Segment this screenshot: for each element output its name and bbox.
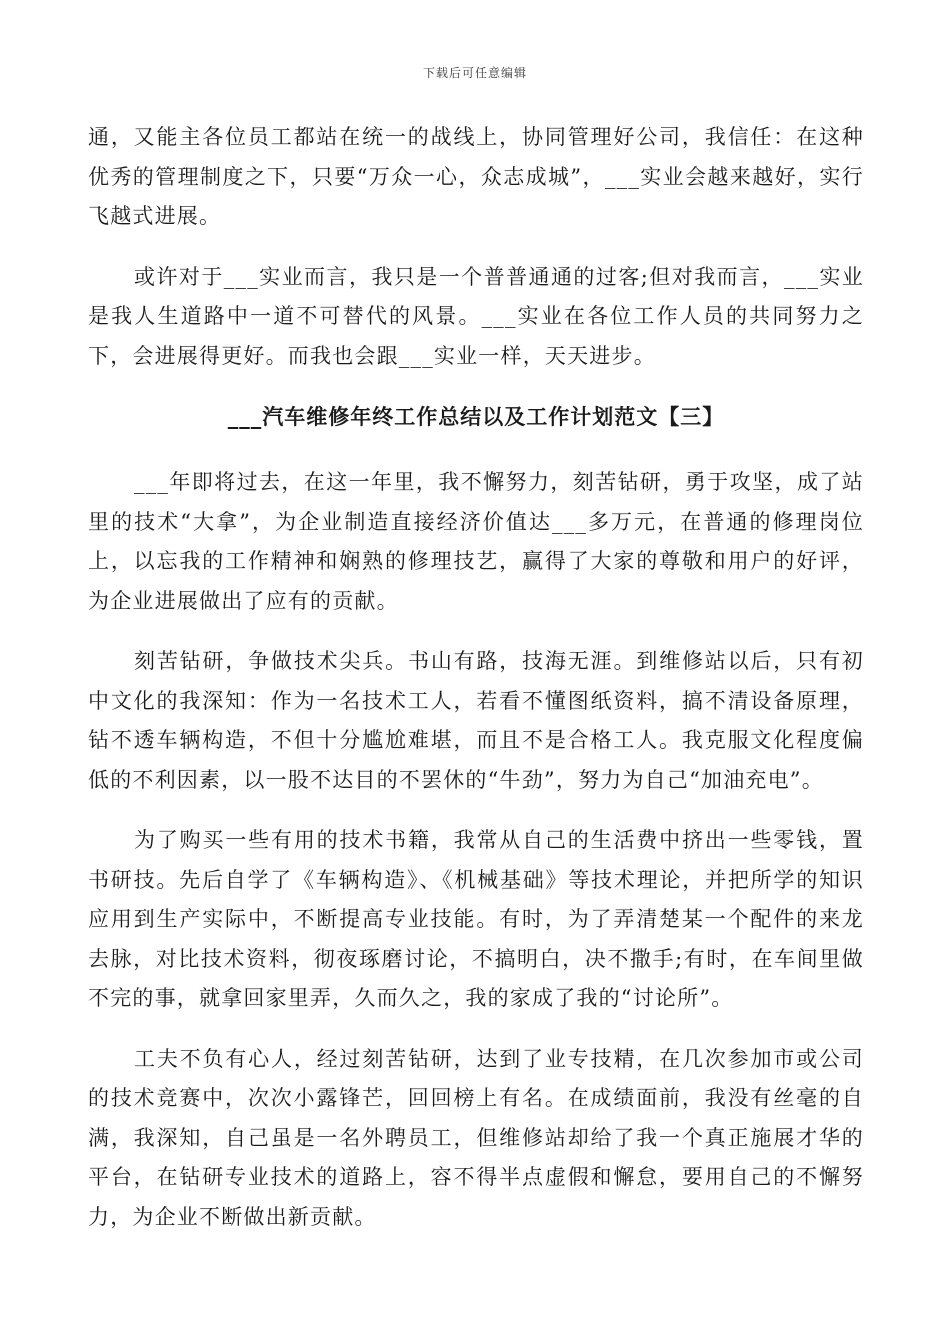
page-header: 下载后可任意编辑	[422, 66, 527, 80]
document-body	[88, 118, 864, 1258]
paragraph: 工夫不负有心人，经过刻苦钻研，达到了业专技精，在几次参加市或公司的技术竞赛中，次次小露锋芒，回回榜上有名。在成绩面前，我没有丝毫的自满，我深知，自己虽是一名外聘员工，但维修站却给了我一个真正施展才华的平台，在钻研专业技术的道路上，容不得半点虚假和懈怠，要用自己的不懈努力，为企业不断做出新贡献。	[88, 1046, 864, 1229]
paragraph: 或许对于___实业而言，我只是一个普普通通的过客;但对我而言，___实业是我人生道路中一道不可替代的风景。___实业在各位工作人员的共同努力之下，会进展得更好。而我也会跟___实业一样，天天进步。	[88, 264, 864, 368]
paragraph: ___年即将过去，在这一年里，我不懈努力，刻苦钻研，勇于攻坚，成了站里的技术“大拿”，为企业制造直接经济价值达___多万元，在普通的修理岗位上，以忘我的工作精神和娴熟的修理技艺，赢得了大家的尊敬和用户的好评，为企业进展做出了应有的贡献。	[88, 470, 864, 613]
section-heading: ___汽车维修年终工作总结以及工作计划范文【三】	[227, 405, 725, 429]
paragraph-continuation: 通，又能主各位员工都站在统一的战线上，协同管理好公司，我信任：在这种优秀的管理制度之下，只要“万众一心，众志成城”，___实业会越来越好，实行飞越式进展。	[88, 125, 864, 228]
paragraph: 为了购买一些有用的技术书籍，我常从自己的生活费中挤出一些零钱，置书研技。先后自学了《车辆构造》、《机械基础》等技术理论，并把所学的知识应用到生产实际中，不断提高专业技能。有时，为了弄清楚某一个配件的来龙去脉，对比技术资料，彻夜琢磨讨论，不搞明白，决不撒手;有时，在车间里做不完的事，就拿回家里弄，久而久之，我的家成了我的“讨论所”。	[88, 828, 864, 1010]
paragraph: 刻苦钻研，争做技术尖兵。书山有路，技海无涯。到维修站以后，只有初中文化的我深知：作为一名技术工人，若看不懂图纸资料，搞不清设备原理，钻不透车辆构造，不但十分尴尬难堪，而且不是合格工人。我克服文化程度偏低的不利因素，以一股不达目的不罢休的“牛劲”，努力为自己“加油充电”。	[88, 649, 864, 792]
